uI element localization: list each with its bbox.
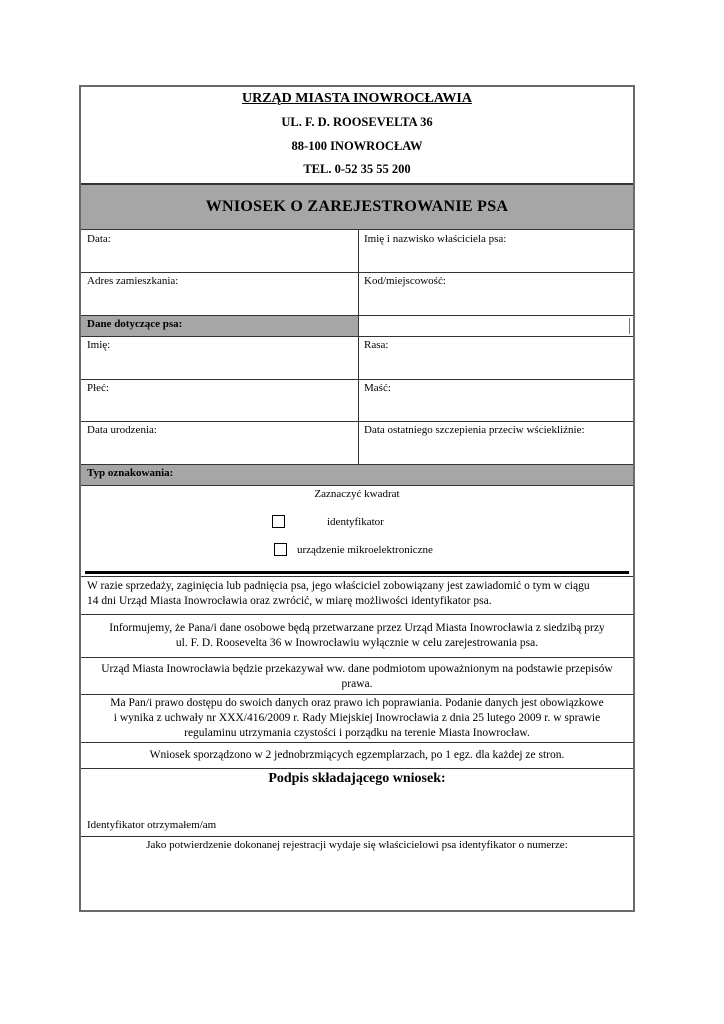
divider — [81, 421, 633, 422]
office-phone: TEL. 0-52 35 55 200 — [303, 162, 411, 176]
form-title: WNIOSEK O ZAREJESTROWANIE PSA — [205, 198, 509, 215]
notice-line: 14 dni Urząd Miasta Inowrocławia oraz zwrócić, w miarę możliwości identyfikator psa. — [87, 595, 492, 607]
thick-divider — [85, 571, 629, 574]
column-divider — [358, 229, 359, 464]
notice-line: Ma Pan/i prawo dostępu do swoich danych oraz prawo ich poprawiania. Podanie danych jest obowiązkowe — [110, 697, 604, 709]
registration-form — [79, 85, 635, 912]
divider — [81, 485, 633, 486]
identifier-received-label: Identyfikator otrzymałem/am — [87, 819, 217, 831]
divider — [81, 614, 633, 615]
notice-line: Urząd Miasta Inowrocławia będzie przekazywał ww. dane podmiotom upoważnionym na podstawie przepisów — [101, 663, 613, 675]
divider — [81, 836, 633, 837]
date-field-label: Data: — [87, 233, 111, 245]
microchip-checkbox[interactable] — [274, 543, 287, 556]
sex-field-label: Płeć: — [87, 382, 109, 394]
divider — [81, 229, 633, 230]
notice-line: Informujemy, że Pana/i dane osobowe będą przetwarzane przez Urząd Miasta Inowrocławia z siedzibą przy — [109, 622, 605, 634]
notice-line: i wynika z uchwały nr XXX/416/2009 r. Rady Miejskiej Inowrocławia z dnia 25 lutego 2009 r. w sprawie — [113, 712, 601, 724]
divider — [81, 576, 633, 577]
divider — [81, 272, 633, 273]
breed-field-label: Rasa: — [364, 339, 389, 351]
confirmation-text: Jako potwierdzenie dokonanej rejestracji wydaje się właścicielowi psa identyfikator o numerze: — [146, 839, 568, 851]
notice-line: W razie sprzedaży, zaginięcia lub padnięcia psa, jego właściciel zobowiązany jest zawiadomić o tym w ciągu — [87, 580, 590, 592]
office-street: UL. F. D. ROOSEVELTA 36 — [281, 115, 433, 129]
notice-line: ul. F. D. Roosevelta 36 w Inowrocławiu wyłącznie w celu zarejestrowania psa. — [175, 637, 539, 649]
notice-line: prawa. — [341, 678, 373, 690]
divider — [81, 379, 633, 380]
marking-instruction: Zaznaczyć kwadrat — [314, 488, 400, 500]
postal-city-field-label: Kod/miejscowość: — [364, 275, 446, 287]
divider — [81, 657, 633, 658]
identifier-option-label: identyfikator — [327, 516, 384, 528]
owner-name-field-label: Imię i nazwisko właściciela psa: — [364, 233, 507, 245]
marking-section-heading: Typ oznakowania: — [87, 467, 174, 479]
vaccination-date-field-label: Data ostatniego szczepienia przeciw wściekliźnie: — [364, 424, 585, 436]
microchip-option-label: urządzenie mikroelektroniczne — [297, 544, 433, 556]
dog-section-heading: Dane dotyczące psa: — [87, 318, 183, 330]
office-name: URZĄD MIASTA INOWROCŁAWIA — [242, 91, 472, 106]
dog-name-field-label: Imię: — [87, 339, 111, 351]
divider — [81, 768, 633, 769]
column-divider — [629, 318, 630, 334]
notice-copies: Wniosek sporządzono w 2 jednobrzmiących egzemplarzach, po 1 egz. dla każdej ze stron. — [149, 749, 565, 761]
signature-label: Podpis składającego wniosek: — [268, 771, 446, 786]
identifier-checkbox[interactable] — [272, 515, 285, 528]
divider — [81, 694, 633, 695]
notice-data-rights — [81, 696, 633, 741]
address-field-label: Adres zamieszkania: — [87, 275, 179, 287]
notice-data-processing — [81, 621, 633, 651]
office-city: 88-100 INOWROCŁAW — [291, 139, 423, 153]
divider — [81, 336, 633, 337]
coat-field-label: Maść: — [364, 382, 391, 394]
notice-sale-loss — [87, 579, 629, 609]
birth-date-field-label: Data urodzenia: — [87, 424, 157, 436]
notice-data-transfer — [81, 662, 633, 692]
divider — [81, 742, 633, 743]
notice-line: regulaminu utrzymania czystości i porządku na terenie Miasta Inowrocław. — [184, 727, 530, 739]
